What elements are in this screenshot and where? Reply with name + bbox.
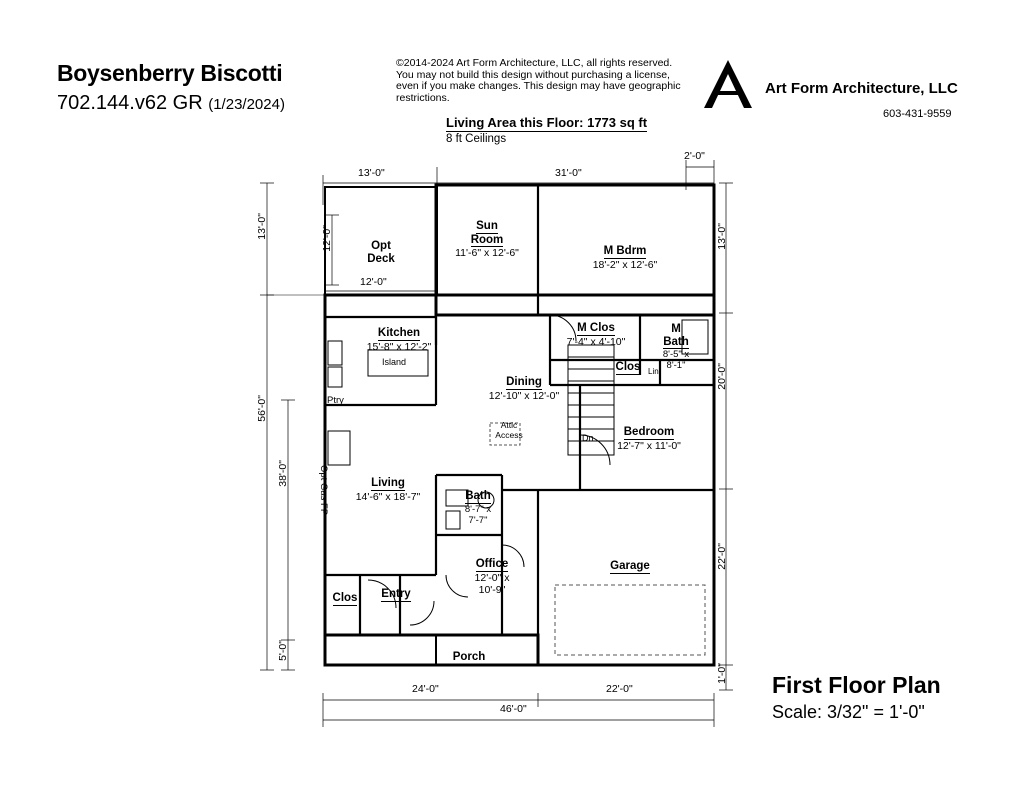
floor-plan-scale: Scale: 3/32" = 1'-0" (772, 702, 925, 722)
linen-label: Lin (648, 367, 659, 376)
room-label-bath: Bath 8'-7" x 7'-7" (456, 490, 500, 526)
dim-left-12-deck: 12'-0" (321, 225, 333, 252)
plan-code (57, 92, 285, 115)
room-dims-kitchen: 15'-8" x 12'-2" (366, 340, 432, 353)
room-label-m-clos: M Clos 7'-4" x 4'-10" (554, 322, 638, 348)
room-label-sun-room: Sun Room 11'-6" x 12'-6" (446, 220, 528, 259)
firm-name: Art Form Architecture, LLC (765, 80, 958, 97)
island-label: Island (382, 357, 407, 367)
room-dims-bedroom: 12'-7" x 11'-0" (617, 439, 681, 452)
stair-direction-label: Dn (582, 433, 594, 443)
room-label-porch: Porch (452, 651, 486, 663)
ceiling-height-label: 8 ft Ceilings (446, 133, 507, 145)
dim-bottom-24: 24'-0" (412, 683, 439, 695)
page-title: Boysenberry Biscotti (57, 60, 283, 86)
dim-top-2: 2'-0" (684, 150, 705, 162)
room-dims-bath: 8'-7" x 7'-7" (464, 503, 492, 526)
room-label-living: Living 14'-6" x 18'-7" (332, 477, 444, 503)
dim-top-31: 31'-0" (555, 167, 582, 179)
room-label-m-bdrm: M Bdrm 18'-2" x 12'-6" (570, 245, 680, 271)
room-label-dining: Dining 12'-10" x 12'-0" (472, 376, 576, 402)
floor-plan-drawing (250, 145, 750, 735)
room-label-bedroom: Bedroom 12'-7" x 11'-0" (594, 426, 704, 452)
copyright-notice: ©2014-2024 Art Form Architecture, LLC, all rights reserved. You may not build this design without purchasing a license, even if you make changes. This design may have geographic restrictions. (396, 57, 681, 104)
room-dims-sun-room: 11'-6" x 12'-6" (455, 247, 519, 259)
opt-gas-fp-label: Opt Gas FP (318, 465, 329, 516)
floor-plan-title: First Floor Plan (772, 672, 941, 698)
dim-left-38: 38'-0" (277, 460, 289, 487)
dim-inner-12: 12'-0" (360, 276, 387, 288)
room-label-m-bath: M Bath 8'-5" x 8'-1" (654, 323, 698, 371)
dim-left-13: 13'-0" (256, 213, 268, 240)
room-label-opt-deck: Opt Deck (367, 240, 395, 265)
dim-bottom-22: 22'-0" (606, 683, 633, 695)
room-dims-m-clos: 7'-4" x 4'-10" (566, 335, 626, 348)
room-label-entry: Entry (381, 588, 411, 600)
dim-right-22: 22'-0" (716, 543, 728, 570)
room-dims-m-bath: 8'-5" x 8'-1" (662, 349, 690, 371)
room-dims-dining: 12'-10" x 12'-0" (488, 389, 560, 402)
room-label-office: Office 12'-0" x 10'-9" (448, 558, 536, 596)
pantry-label: Ptry (327, 395, 344, 406)
dim-top-13: 13'-0" (358, 167, 385, 179)
dim-right-20: 20'-0" (716, 363, 728, 390)
room-dims-office: 12'-0" x 10'-9" (474, 571, 510, 596)
firm-phone: 603-431-9559 (883, 108, 952, 120)
dim-left-5: 5'-0" (277, 640, 289, 661)
room-dims-living: 14'-6" x 18'-7" (355, 490, 421, 503)
dim-right-13: 13'-0" (716, 223, 728, 250)
room-dims-m-bdrm: 18'-2" x 12'-6" (592, 258, 658, 271)
room-label-garage: Garage (610, 560, 650, 572)
plan-code-number: 702.144.v62 GR (57, 92, 203, 114)
room-label-kitchen: Kitchen 15'-8" x 12'-2" (346, 327, 452, 353)
living-area-label: Living Area this Floor: 1773 sq ft (446, 115, 648, 130)
plan-date: (1/23/2024) (208, 96, 285, 113)
art-form-logo-icon (700, 58, 756, 112)
attic-access-label: Attic Access (495, 420, 523, 440)
room-label-clos: Clos (615, 361, 641, 373)
dim-bottom-46: 46'-0" (500, 703, 527, 715)
dim-left-56: 56'-0" (256, 395, 268, 422)
room-label-clos2: Clos (332, 592, 358, 604)
dim-right-1: 1'-0" (716, 663, 728, 684)
